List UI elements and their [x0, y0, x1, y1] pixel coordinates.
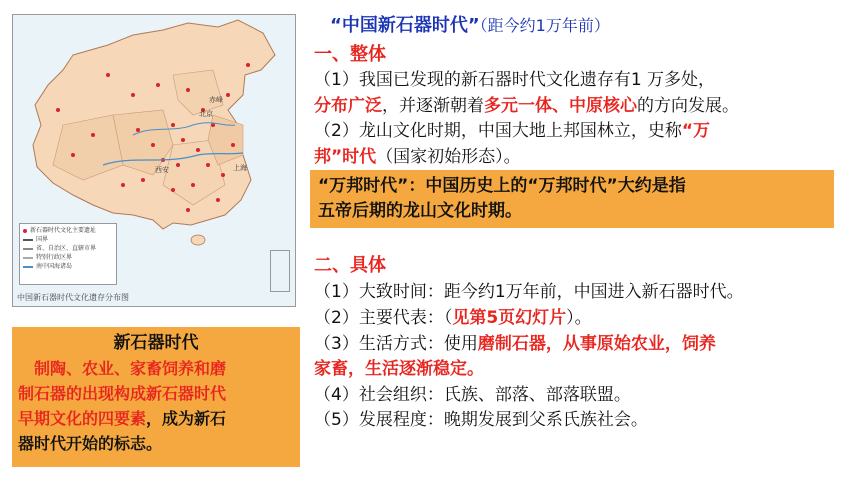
map-label-shanghai: 上海 [233, 164, 247, 172]
islands-icon [23, 266, 33, 268]
south-china-sea-inset [270, 250, 290, 292]
neolithic-summary-box [12, 327, 300, 467]
section2-item1: （1）大致时间：距今约1万年前，中国进入新石器时代。 [314, 282, 744, 302]
summary-line4: 器时代开始的标志。 [18, 434, 163, 453]
map-label-beijing: 北京 [199, 110, 213, 118]
wanbang-line2: 五帝后期的龙山文化时期。 [318, 201, 522, 221]
map-label-xian: 西安 [155, 166, 169, 174]
map-label-chifeng: 赤峰 [209, 96, 223, 104]
section1-p2-line2: 邦”时代（国家初始形态）。 [314, 147, 521, 167]
section1-p2-line1: （2）龙山文化时期，中国大地上邦国林立，史称“万 [314, 121, 711, 141]
map-legend: 新石器时代文化主要遗址 国界 省、自治区、直辖市界 特别行政区界 南中国海诸岛 [19, 223, 117, 285]
section2-item3-line2: 家畜，生活逐渐稳定。 [314, 359, 484, 379]
summary-line3: 早期文化的四要素，成为新石 [18, 409, 227, 428]
map-caption: 中国新石器时代文化遗存分布图 [17, 293, 129, 302]
section1-heading: 一、整体 [314, 44, 386, 65]
wanbang-definition-box [310, 170, 834, 228]
section2-item4: （4）社会组织：氏族、部落、部落联盟。 [314, 385, 631, 405]
summary-line1: 制陶、农业、家畜饲养和磨 [34, 359, 227, 378]
sar-line-icon [23, 257, 33, 259]
section2-item3-line1: （3）生活方式：使用磨制石器，从事原始农业，饲养 [314, 334, 716, 354]
summary-line2: 制石器的出现构成新石器时代 [18, 384, 227, 403]
section2-item5: （5）发展程度：晚期发展到父系氏族社会。 [314, 410, 648, 430]
section2-heading: 二、具体 [314, 255, 386, 276]
slide-title: “中国新石器时代”（距今约1万年前） [330, 15, 610, 36]
section2-item2: （2）主要代表：（见第5页幻灯片）。 [314, 308, 592, 328]
province-line-icon [23, 248, 33, 250]
neolithic-sites-map [12, 14, 296, 307]
summary-box-title: 新石器时代 [113, 333, 199, 353]
section1-p1-line1: （1）我国已发现的新石器时代文化遗存有1 万多处， [314, 70, 716, 90]
section1-p1-line2: 分布广泛，并逐渐朝着多元一体、中原核心的方向发展。 [314, 96, 739, 116]
site-dot-icon [23, 229, 27, 233]
border-line-icon [23, 239, 33, 241]
wanbang-line1: “万邦时代”：中国历史上的“万邦时代”大约是指 [318, 176, 686, 196]
